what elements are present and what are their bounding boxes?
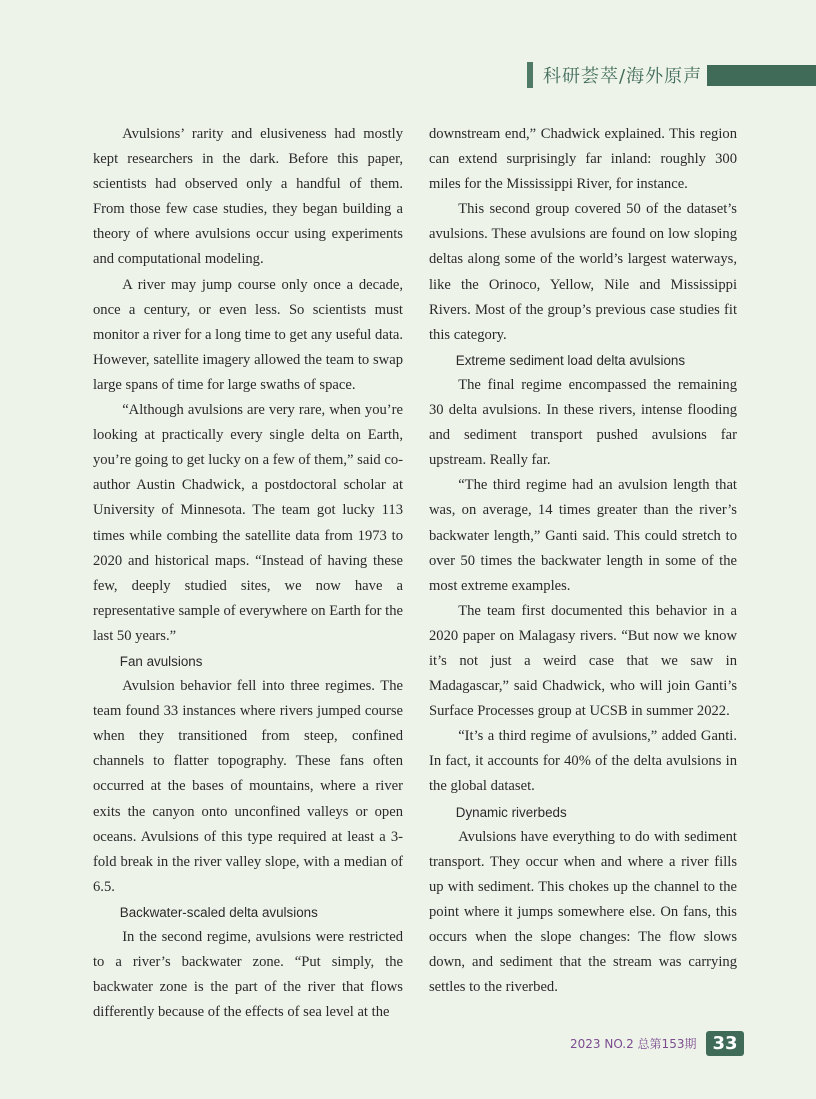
paragraph: In the second regime, avulsions were restricted to a river’s backwater zone. “Put simply, the backwater zone is the part of the river that flows differently because of the effects of sea level at the: [93, 929, 403, 1021]
paragraph: “Although avulsions are very rare, when you’re looking at practically every single delta on Earth, you’re going to get lucky on a few of them,” said co-author Austin Chadwick, a postdoctoral scholar at University of Minnesota. The team got lucky 113 times while combing the satellite data from 1973 to 2020 and historical maps. “Instead of having these few, deeply studied sites, we now have a representative sample of everywhere on Earth for the last 50 years.”: [93, 402, 403, 644]
paragraph-continued: downstream end,” Chadwick explained. This region can extend surprisingly far inland: roughly 300 miles for the Mississippi River, for instance.: [429, 126, 737, 193]
section-header: [527, 62, 816, 88]
right-column: [429, 122, 737, 1000]
header-color-block: [707, 65, 816, 86]
subheading: Dynamic riverbeds: [455, 804, 567, 820]
paragraph: Avulsions have everything to do with sediment transport. They occur when and where a river fills up with sediment. This chokes up the channel to the point where it jumps somewhere else. On fans, this occurs when the slope changes: The flow slows down, and sediment that the stream was carrying settles to the riverbed.: [429, 828, 737, 996]
paragraph: This second group covered 50 of the dataset’s avulsions. These avulsions are found on low sloping deltas along some of the world’s largest waterways, like the Orinoco, Yellow, Nile and Mississippi Rivers. Most of the group’s previous case studies fit this category.: [429, 201, 737, 343]
paragraph: The team first documented this behavior in a 2020 paper on Malagasy rivers. “But now we know it’s not just a weird case that we saw in Madagascar,” said Chadwick, who will join Ganti’s Surface Processes group at UCSB in summer 2022.: [429, 602, 737, 720]
paragraph: Avulsions’ rarity and elusiveness had mostly kept researchers in the dark. Before this paper, scientists had observed only a handful of them. From those few case studies, they began building a theory of where avulsions occur using experiments and computational modeling.: [93, 126, 403, 268]
page-number: 33: [706, 1031, 743, 1056]
page-footer: [570, 1030, 744, 1056]
paragraph: A river may jump course only once a decade, once a century, or even less. So scientists must monitor a river for a long time to get any useful data. However, satellite imagery allowed the team to swap large spans of time for large swaths of space.: [93, 276, 403, 393]
left-column: [93, 122, 403, 1025]
subheading: Backwater-scaled delta avulsions: [119, 904, 318, 920]
header-accent-bar: [527, 62, 533, 88]
subheading: Extreme sediment load delta avulsions: [455, 352, 686, 368]
paragraph: Avulsion behavior fell into three regimes. The team found 33 instances where rivers jumped course when they transitioned from steep, confined channels to flatter topography. These fans often occurred at the bases of mountains, where a river exits the canyon onto unconfined valleys or open oceans. Avulsions of this type required at least a 3-fold break in the river valley slope, with a median of 6.5.: [93, 678, 403, 895]
paragraph: “It’s a third regime of avulsions,” added Ganti. In fact, it accounts for 40% of the delta avulsions in the global dataset.: [429, 728, 737, 795]
paragraph: “The third regime had an avulsion length that was, on average, 14 times greater than the river’s backwater length,” Ganti said. This could stretch to over 50 times the backwater length in some of the most extreme examples.: [429, 477, 737, 594]
issue-label: 2023 NO.2 总第153期: [570, 1036, 697, 1051]
subheading: Fan avulsions: [119, 653, 203, 669]
section-title: 科研荟萃/海外原声: [543, 66, 703, 87]
paragraph: The final regime encompassed the remaining 30 delta avulsions. In these rivers, intense flooding and sediment transport pushed avulsions far upstream. Really far.: [429, 376, 737, 469]
